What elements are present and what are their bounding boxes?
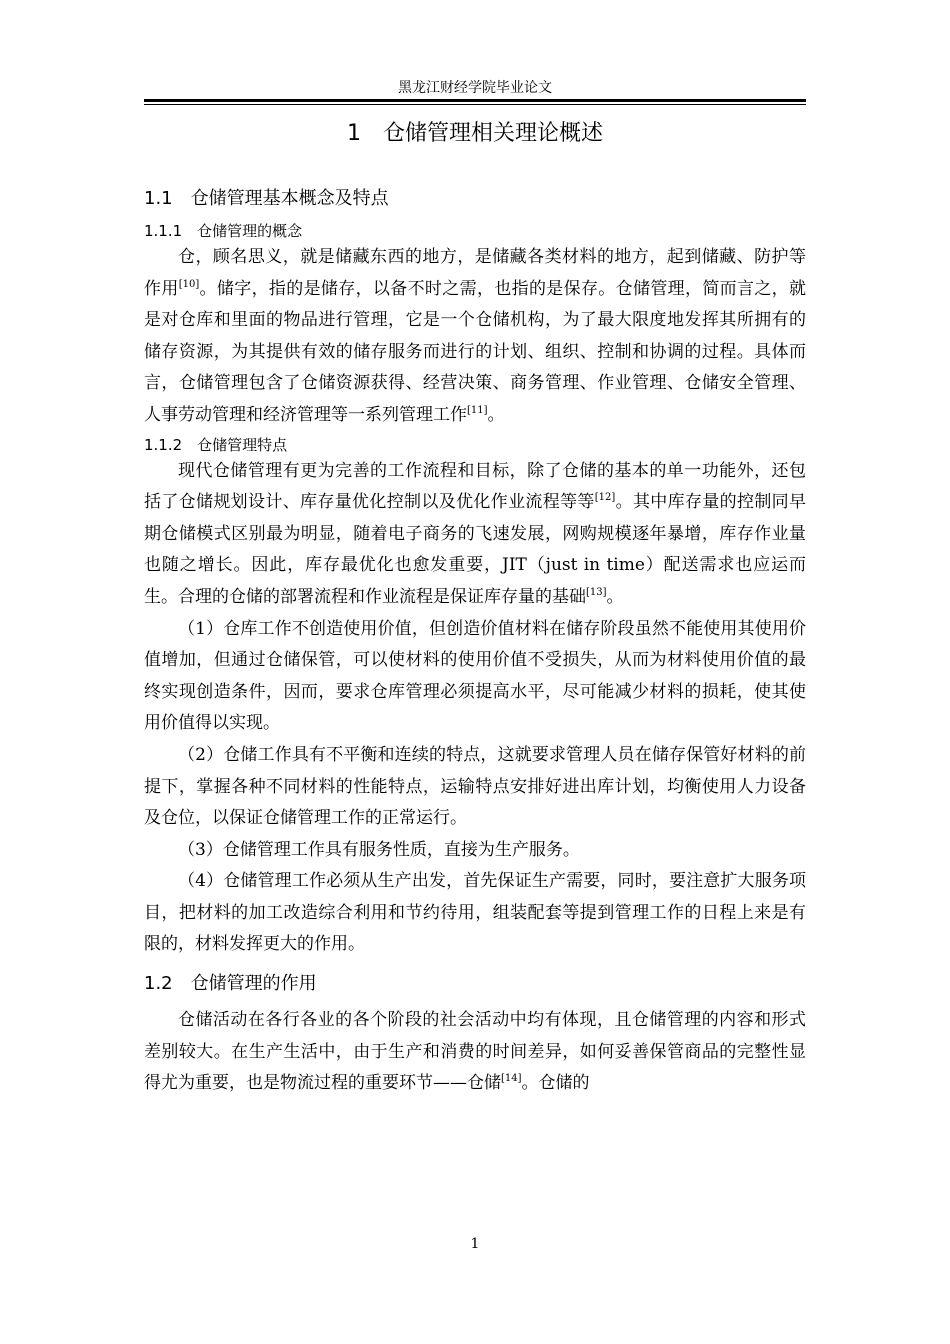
list-item-1: （1）仓库工作不创造使用价值，但创造价值材料在储存阶段虽然不能使用其使用价值增加，但通过仓储保管，可以使材料的使用价值不受损失，从而为材料使用价值的最终实现创造条件，因而，要求仓库管理必须提高水平，尽可能减少材料的损耗，使其使用价值得以实现。: [144, 618, 806, 734]
citation-marker: [13]: [586, 586, 607, 598]
header-rule-thick: [144, 99, 806, 102]
citation-marker: [12]: [594, 492, 616, 504]
paragraph-text: 。: [606, 586, 624, 607]
citation-marker: [11]: [467, 404, 488, 416]
paragraph-features: [144, 456, 806, 614]
list-item-3: （3）仓储管理工作具有服务性质，直接为生产服务。: [178, 839, 580, 860]
page-number: 1: [470, 1236, 480, 1252]
list-item-4: （4）仓储管理工作必须从生产出发，首先保证生产需要，同时，要注意扩大服务项目，把材料的加工改造综合利用和节约待用，组装配套等提到管理工作的日程上来是有限的，材料发挥更大的作用。: [144, 871, 806, 955]
citation-marker: [10]: [178, 278, 200, 290]
paragraph-text: 。仓储的: [521, 1073, 590, 1094]
paragraph-text: 。: [487, 404, 505, 425]
list-item-2: （2）仓储工作具有不平衡和连续的特点，这就要求管理人员在储存保管好材料的前提下，掌握各种不同材料的性能特点，运输特点安排好进出库计划，均衡使用人力设备及仓位，以保证仓储管理工作的正常运行。: [144, 744, 806, 829]
header-rule-thin: [144, 104, 806, 105]
running-header: 黑龙江财经学院毕业论文: [398, 80, 552, 96]
paragraph-role: [144, 1005, 806, 1100]
paragraph-text: 。其中库存量的控制同早期仓储模式区别最为明显，随着电子商务的飞速发展，网购规模逐年暴增，库存作业量也随之增长。因此，库存最优化也愈发重要，JIT（just in time）配送需求也应运而生。合理的仓储的部署流程和作业流程是保证库存量的基础: [144, 492, 807, 607]
paragraph-text: 现代仓储管理有更为完善的工作流程和目标，除了仓储的基本的单一功能外，还包括了仓储规划设计、库存量优化控制以及优化作业流程等等: [144, 460, 806, 513]
citation-marker: [14]: [501, 1073, 522, 1085]
subsection-heading-1-1-2: 1.1.2 仓储管理特点: [144, 435, 288, 454]
paragraph-text: 仓储活动在各行各业的各个阶段的社会活动中均有体现，且仓储管理的内容和形式差别较大。在生产生活中，由于生产和消费的时间差异，如何妥善保管商品的完整性显得尤为重要，也是物流过程的重要环节——仓储: [144, 1010, 806, 1094]
subsection-heading-1-1-1: 1.1.1 仓储管理的概念: [144, 222, 303, 240]
section-heading-1-1: 1.1 仓储管理基本概念及特点: [144, 188, 389, 209]
paragraph-text: 。储字，指的是储存，以备不时之需，也指的是保存。仓储管理，简而言之，就是对仓库和里面的物品进行管理，它是一个仓储机构，为了最大限度地发挥其所拥有的储存资源，为其提供有效的储存服务而进行的计划、组织、控制和协调的过程。具体而言，仓储管理包含了仓储资源获得、经营决策、商务管理、作业管理、仓储安全管理、人事劳动管理和经济管理等一系列管理工作: [144, 278, 807, 425]
paragraph-concept: [144, 242, 806, 432]
chapter-title: 1 仓储管理相关理论概述: [347, 121, 603, 146]
section-heading-1-2: 1.2 仓储管理的作用: [144, 973, 317, 995]
paragraph-text: 仓，顾名思义，就是储藏东西的地方，是储藏各类材料的地方，起到储藏、防护等作用: [144, 247, 806, 299]
page-body: [144, 112, 806, 1100]
